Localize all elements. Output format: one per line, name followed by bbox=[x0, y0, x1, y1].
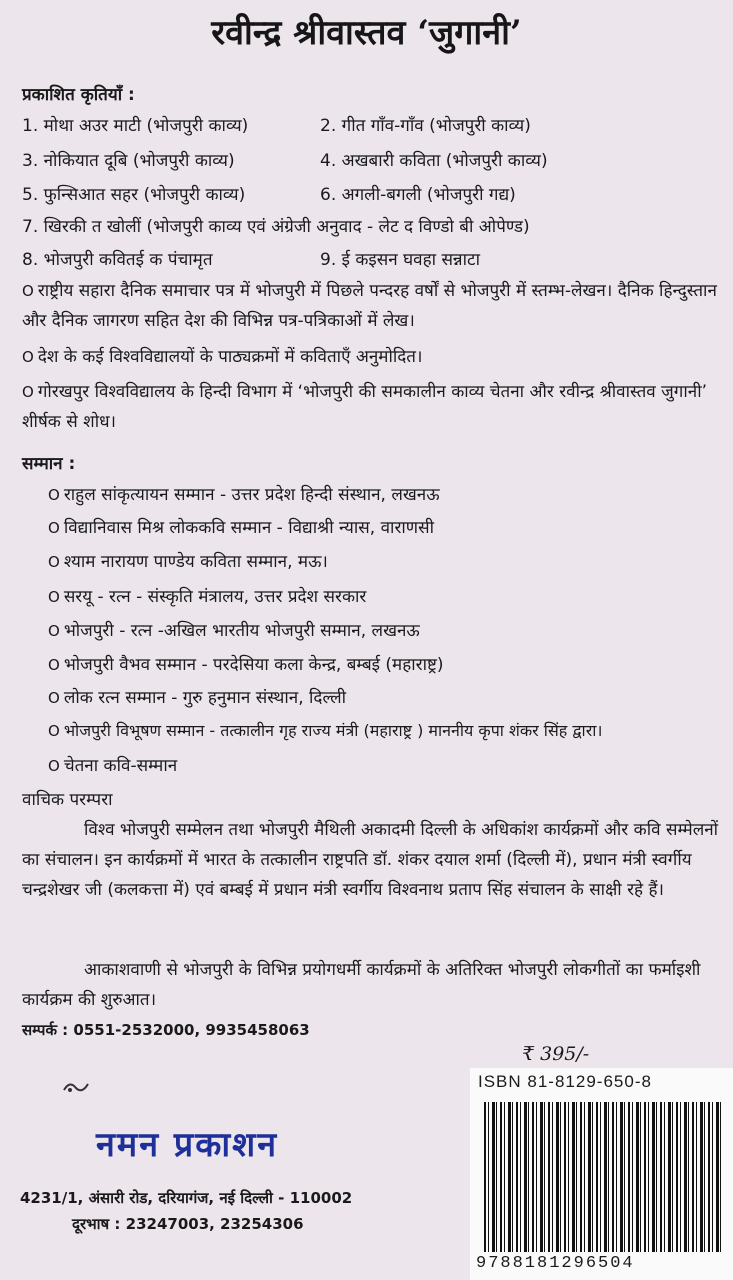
circle-bullet-icon: O bbox=[48, 588, 60, 606]
barcode-number: 9788181296504 bbox=[476, 1254, 635, 1273]
work-item: 7. खिरकी त खोलीं (भोजपुरी काव्य एवं अंग्रेजी अनुवाद - लेट द विण्डो बी ओपेण्ड) bbox=[22, 217, 530, 237]
work-item: 2. गीत गाँव-गाँव (भोजपुरी काव्य) bbox=[320, 116, 531, 136]
publisher-logo-icon bbox=[62, 1078, 92, 1096]
achievement-item: O राष्ट्रीय सहारा दैनिक समाचार पत्र में भोजपुरी में पिछले पन्दरह वर्षों से भोजपुरी में स्तम्भ-लेखन। दैनिक हिन्दुस्तान और दैनिक जागरण सहित देश की विभिन्न पत्र-पत्रिकाओं में लेख। bbox=[22, 281, 717, 331]
circle-bullet-icon: O bbox=[48, 622, 60, 640]
publisher-name: नमन प्रकाशन bbox=[96, 1125, 279, 1165]
honour-item: O सरयू - रत्न - संस्कृति मंत्रालय, उत्तर प्रदेश सरकार bbox=[48, 587, 367, 607]
work-item: 5. फुन्सिआत सहर (भोजपुरी काव्य) bbox=[22, 185, 246, 205]
work-item: 4. अखबारी कविता (भोजपुरी काव्य) bbox=[320, 151, 548, 171]
circle-bullet-icon: O bbox=[48, 656, 60, 674]
circle-bullet-icon: O bbox=[48, 689, 60, 707]
isbn-barcode-box bbox=[470, 1068, 733, 1280]
tradition-heading: वाचिक परम्परा bbox=[22, 790, 113, 810]
tradition-paragraph: आकाशवाणी से भोजपुरी के विभिन्न प्रयोगधर्मी कार्यक्रमों के अतिरिक्त भोजपुरी लोकगीतों का फर्माइशी कार्यक्रम की शुरुआत। bbox=[22, 960, 701, 1010]
honour-item: O राहुल सांकृत्यायन सम्मान - उत्तर प्रदेश हिन्दी संस्थान, लखनऊ bbox=[48, 485, 440, 505]
work-item: 8. भोजपुरी कवितई क पंचामृत bbox=[22, 250, 213, 270]
honour-item: O भोजपुरी - रत्न -अखिल भारतीय भोजपुरी सम्मान, लखनऊ bbox=[48, 621, 420, 641]
circle-bullet-icon: O bbox=[22, 282, 34, 300]
tradition-paragraph: विश्व भोजपुरी सम्मेलन तथा भोजपुरी मैथिली अकादमी दिल्ली के अधिकांश कार्यक्रमों और कवि सम्मेलनों का संचालन। इन कार्यक्रमों में भारत के तत्कालीन राष्ट्रपति डॉ. शंकर दयाल शर्मा (दिल्ली में), प्रधान मंत्री स्वर्गीय चन्द्रशेखर जी (कलकत्ता में) एवं बम्बई में प्रधान मंत्री स्वर्गीय विश्वनाथ प्रताप सिंह संचालन के साक्षी रहे हैं। bbox=[22, 820, 719, 900]
circle-bullet-icon: O bbox=[48, 757, 60, 775]
achievement-item: O गोरखपुर विश्वविद्यालय के हिन्दी विभाग में ‘भोजपुरी की समकालीन काव्य चेतना और रवीन्द्र श्रीवास्तव जुगानी’ शीर्षक से शोध। bbox=[22, 382, 707, 432]
work-item: 9. ई कइसन घवहा सन्नाटा bbox=[320, 250, 480, 270]
price: ₹ 395/- bbox=[522, 1043, 590, 1065]
honour-item: O भोजपुरी विभूषण सम्मान - तत्कालीन गृह राज्य मंत्री (महाराष्ट्र ) माननीय कृपा शंकर सिंह द्वारा। bbox=[48, 721, 603, 740]
circle-bullet-icon: O bbox=[22, 383, 34, 401]
isbn-number: ISBN 81-8129-650-8 bbox=[478, 1072, 652, 1091]
author-title: रवीन्द्र श्रीवास्तव ‘जुगानी’ bbox=[211, 13, 522, 53]
achievement-item: O देश के कई विश्वविद्यालयों के पाठ्यक्रमों में कविताएँ अनुमोदित। bbox=[22, 347, 423, 367]
barcode-icon bbox=[484, 1102, 724, 1252]
honour-item: O चेतना कवि-सम्मान bbox=[48, 756, 178, 776]
circle-bullet-icon: O bbox=[48, 553, 60, 571]
work-item: 1. मोथा अउर माटी (भोजपुरी काव्य) bbox=[22, 116, 249, 136]
circle-bullet-icon: O bbox=[22, 348, 34, 366]
honour-item: O लोक रत्न सम्मान - गुरु हनुमान संस्थान, दिल्ली bbox=[48, 688, 347, 708]
circle-bullet-icon: O bbox=[48, 486, 60, 504]
work-item: 3. नोकियात दूबि (भोजपुरी काव्य) bbox=[22, 151, 235, 171]
honours-heading: सम्मान : bbox=[22, 454, 76, 474]
works-heading: प्रकाशित कृतियाँ : bbox=[22, 85, 135, 105]
work-item: 6. अगली-बगली (भोजपुरी गद्य) bbox=[320, 185, 516, 205]
honour-item: O भोजपुरी वैभव सम्मान - परदेसिया कला केन्द्र, बम्बई (महाराष्ट्र) bbox=[48, 655, 444, 675]
honour-item: O श्याम नारायण पाण्डेय कविता सम्मान, मऊ। bbox=[48, 552, 328, 572]
honour-item: O विद्यानिवास मिश्र लोककवि सम्मान - विद्याश्री न्यास, वाराणसी bbox=[48, 518, 434, 538]
circle-bullet-icon: O bbox=[48, 722, 60, 740]
publisher-address: 4231/1, अंसारी रोड, दरियागंज, नई दिल्ली - 110002 bbox=[20, 1189, 353, 1207]
circle-bullet-icon: O bbox=[48, 519, 60, 537]
publisher-phone: दूरभाष : 23247003, 23254306 bbox=[72, 1215, 304, 1233]
contact-info: सम्पर्क : 0551-2532000, 9935458063 bbox=[22, 1021, 310, 1039]
